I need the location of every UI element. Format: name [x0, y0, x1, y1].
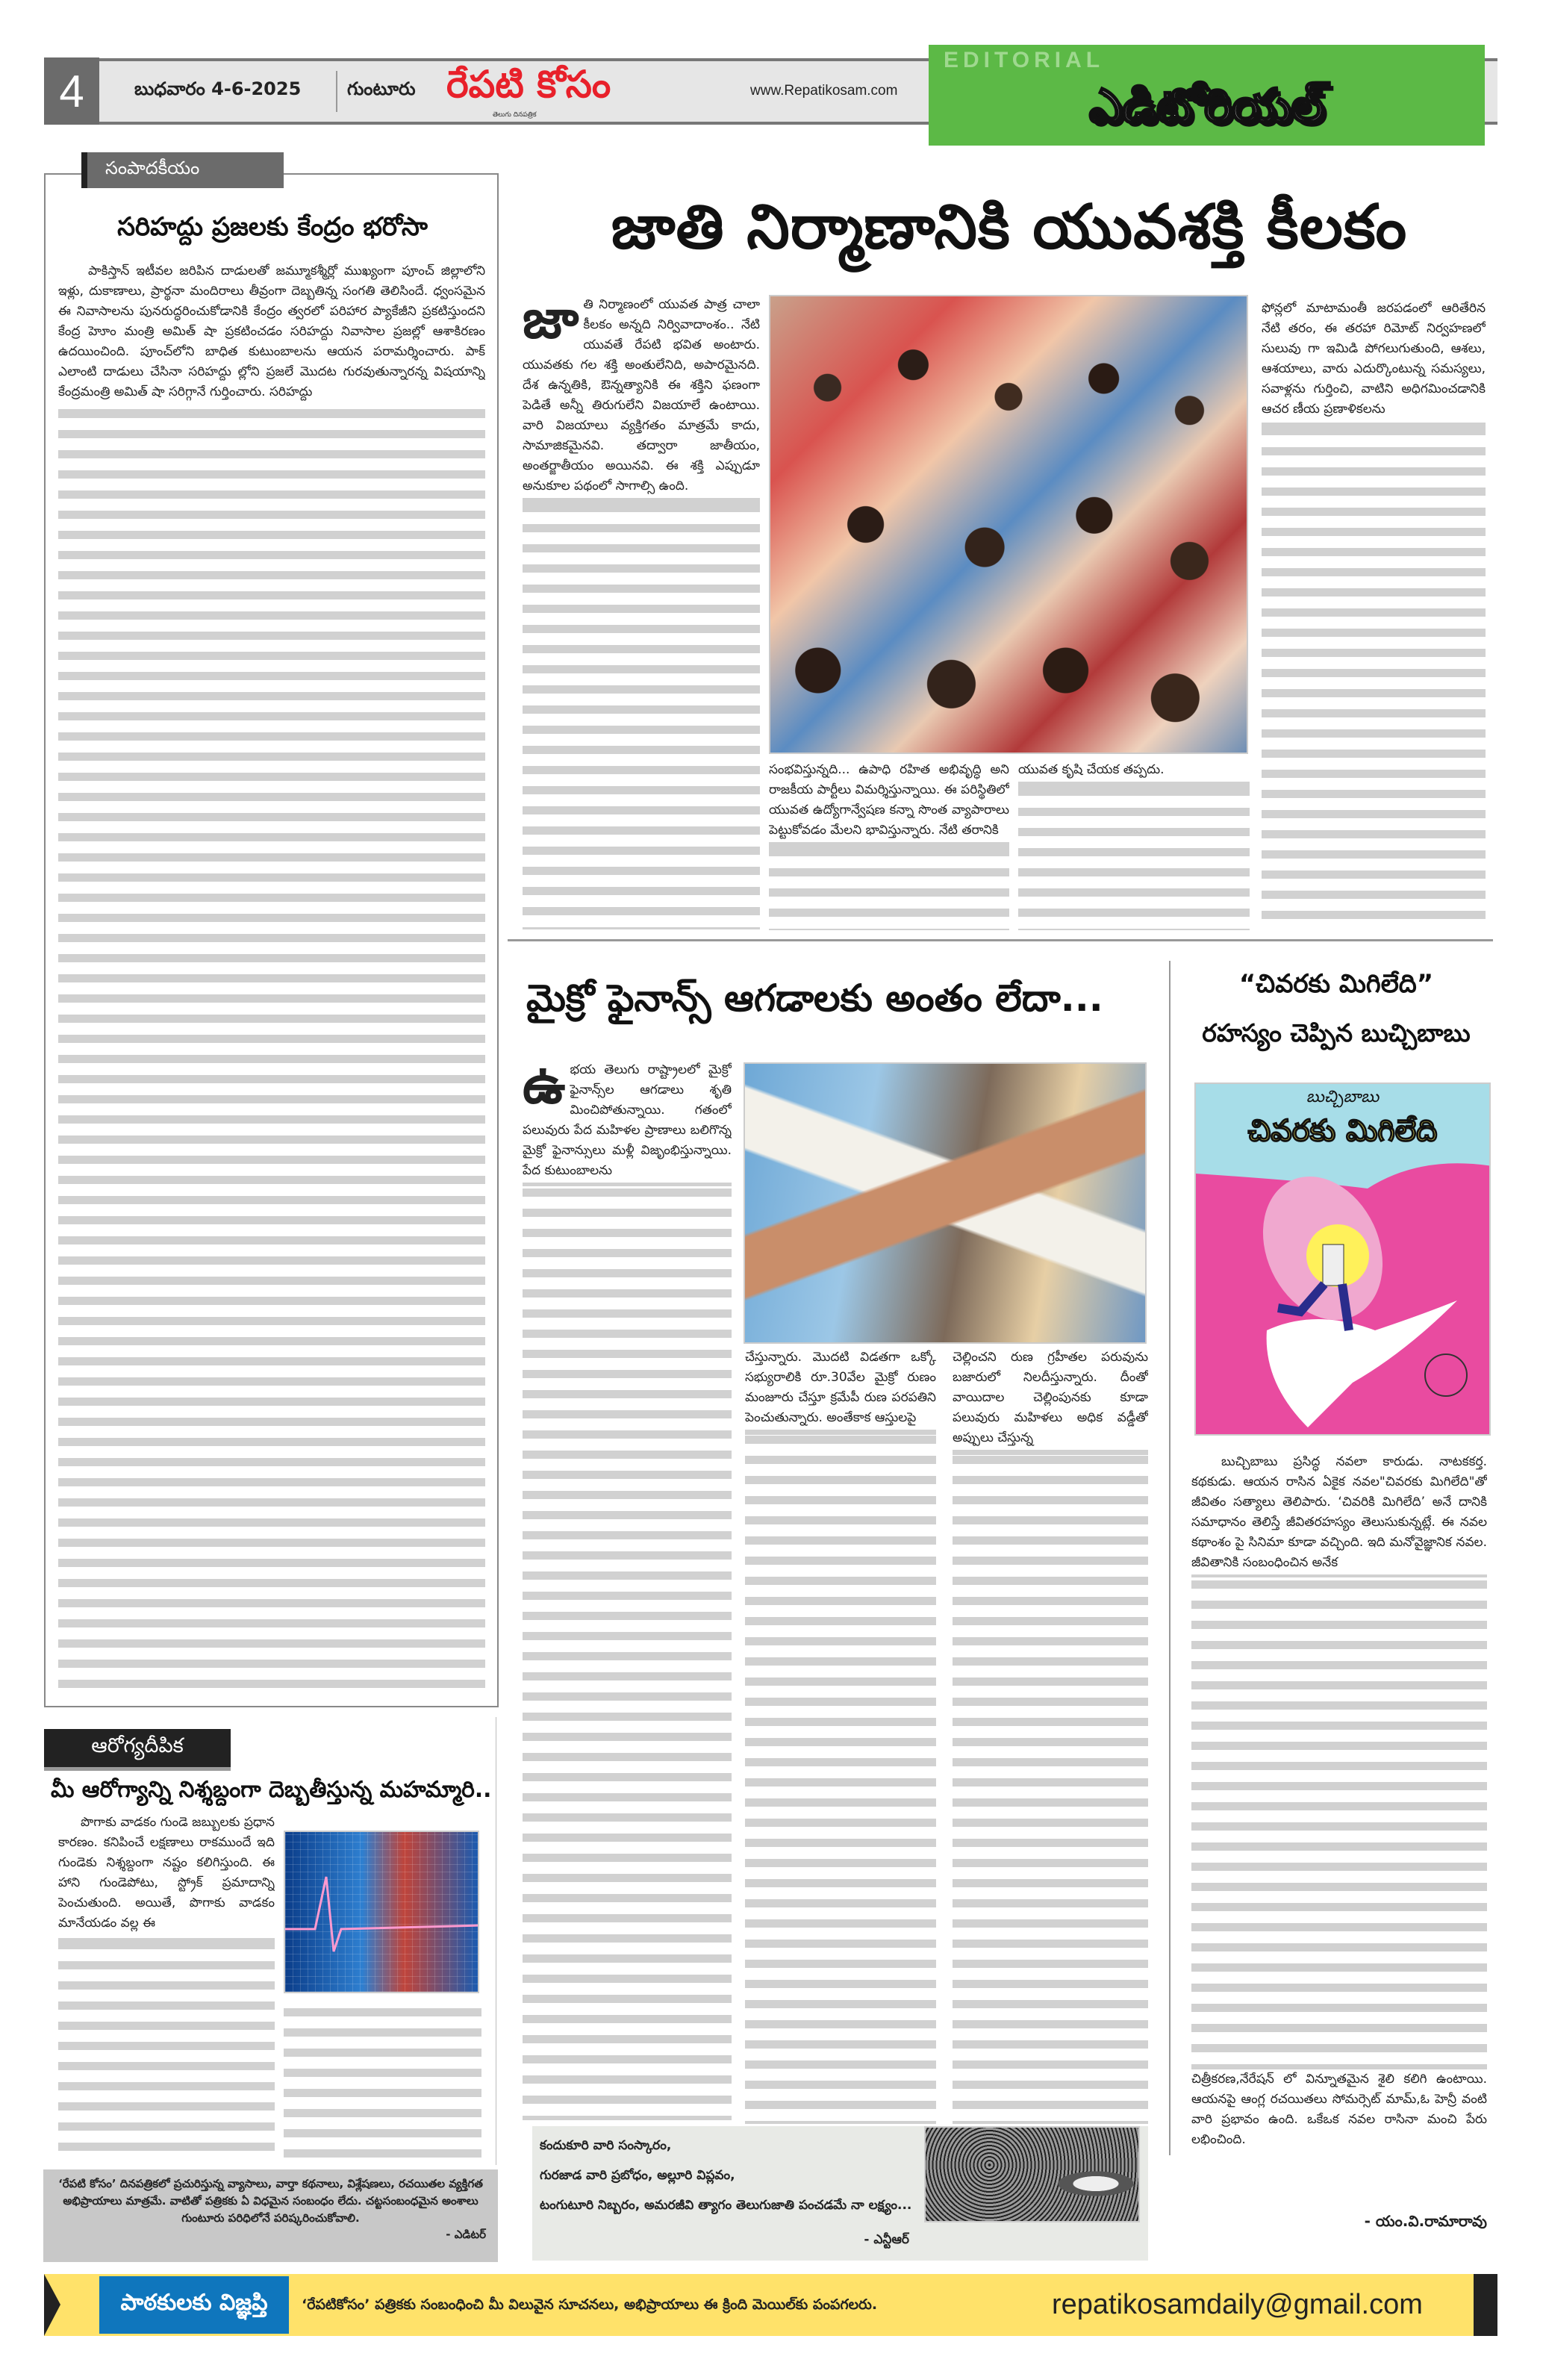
section-banner [929, 45, 1485, 146]
main-article-text: యువత కృషి చేయక తప్పదు. [1018, 762, 1165, 777]
text-continued [523, 498, 760, 929]
quote-signature: - ఎన్టీఆర్ [864, 2232, 909, 2247]
book-cover-title: చివరకు మిగిలేది [1247, 1114, 1438, 1148]
quote-line: కందుకూరి వారి సంస్కారం, [540, 2138, 672, 2153]
main-article-col4 [1262, 299, 1486, 929]
main-headline: జాతి నిర్మాణానికి యువశక్తి కీలకం [611, 192, 1408, 263]
section-divider [508, 939, 1493, 941]
microfinance-col3 [953, 1348, 1148, 2124]
health-text: పొగాకు వాడకం గుండె జబ్బులకు ప్రధాన కారణం. కనిపించే లక్షణాలు రాకముందే ఇది గుండెకు నిశ్శబ్దంగా నష్టం కలిగిస్తుంది. ఈ హాని గుండెపోటు, స్ట్రోక్ ప్రమాదాన్ని పెంచుతుంది. అయితే, పొగాకు వాడకం మానేయడం వల్ల ఈ [58, 1815, 275, 1931]
arrow-icon [44, 2274, 60, 2336]
microfinance-text: చేస్తున్నారు. మొదటి విడతగా ఒక్కో సభ్యురాలికి రూ.30వేల మైక్రో రుణం మంజూరు చేస్తూ క్రమేపీ రుణ పరపతిని పెంచుతున్నారు. అంతేకాక ఆస్తులపై [745, 1350, 936, 1425]
reader-notice-message: ‘రేపటికోసం’ పత్రికకు సంబంధించి మీ విలువైన సూచనలు, అభిప్రాయాలు ఈ క్రింది మెయిల్‌కు పంపగలరు. [302, 2296, 878, 2313]
text-continued [58, 1935, 275, 2160]
disclaimer-signature: - ఎడిటర్ [446, 2228, 486, 2241]
ecg-line-icon [285, 1832, 479, 1993]
section-watermark: EDITORIAL [944, 48, 1105, 72]
main-article-col3 [1018, 760, 1250, 930]
section-title: ఎడిటోరియల్ [1089, 78, 1324, 133]
column-divider [1169, 961, 1171, 2155]
main-article-col1 [523, 295, 760, 929]
text-continued [745, 1430, 936, 2124]
newspaper-logo: రేపటి కోసం [446, 63, 611, 106]
health-col1 [58, 1813, 275, 2160]
text-continued [1262, 421, 1486, 929]
main-article-text: ఫోన్లలో మాటామంతీ జరపడంలో ఆరితేరిన నేటి తరం, ఈ తరహా రిమోట్ నిర్వహణలో సులువు గా ఇమిడి పోగలుగుతుంది, ఆశలు, ఆశయాలు, వారు ఎదుర్కొంటున్న సమస్యలు, సవాళ్లను గుర్తించి, వాటిని అధిగమించడానికి ఆచర ణీయ ప్రణాళికలను [1262, 301, 1486, 417]
dropcap: ఉ [523, 1060, 566, 1115]
issue-date: బుధవారం 4-6-2025 [134, 78, 302, 99]
quote-line: టంగుటూరి నిబ్బరం, అమరజీవి త్యాగం తెలుగుజాతి పంచడమే నా లక్ష్యం... [540, 2198, 912, 2213]
editorial-body [58, 261, 485, 1695]
logo-tagline: తెలుగు దినపత్రిక [493, 111, 537, 119]
microfinance-col2 [745, 1348, 936, 2124]
microfinance-col1 [523, 1060, 732, 2120]
reader-notice-label: పాఠకులకు విజ్ఞప్తి [99, 2276, 289, 2334]
book-author-signature: - యం.వి.రామారావు [1364, 2212, 1487, 2230]
health-col2 [284, 2001, 481, 2158]
divider [336, 71, 337, 112]
book-text-ending: చిత్రీకరణ,నేరేషన్ లో విన్నూతమైన శైలి కలిగి ఉంటాయి. ఆయనపై ఆంగ్ల రచయితలు సోమర్సెట్ మామ్,ఓ హెన్రీ వంటి వారి ప్రభావం ఉంది. ఒకేఒక నవల రాసినా మంచి పేరు లభించింది. [1191, 2072, 1487, 2147]
quote-lines [540, 2131, 917, 2220]
currency-notes-photo [744, 1062, 1147, 1344]
city-name: గుంటూరు [347, 78, 416, 99]
text-continued [1191, 1574, 1487, 2069]
banner-end-block [1474, 2274, 1497, 2336]
microfinance-headline: మైక్రో ఫైనాన్స్ ఆగడాలకు అంతం లేదా... [526, 976, 1103, 1020]
dropcap: జా [523, 295, 579, 350]
book-headline-line2: రహస్యం చెప్పిన బుచ్చిబాబు [1202, 1018, 1471, 1047]
health-heart-photo [284, 1831, 479, 1993]
book-body [1191, 1452, 1487, 2150]
editorial-text-continued [58, 404, 485, 1695]
text-continued [284, 2002, 481, 2158]
ntr-rally-photo [924, 2126, 1140, 2222]
page-number: 4 [44, 57, 99, 125]
main-article-col2 [769, 760, 1009, 930]
health-label: ఆరోగ్యదీపిక [44, 1729, 231, 1771]
main-article-text: తి నిర్మాణంలో యువత పాత్ర చాలా కీలకం అన్నది నిర్వివాదాంశం.. నేటి యువతే రేపటి భవిత అంటారు. యువతకు గల శక్తి అంతులేనిది, అపారమైనది. దేశ ఉన్నతికి, ఔన్నత్యానికి ఈ శక్తిని ఫణంగా పెడితే అన్నీ తిరుగులేని విజయాలే ఉంటాయి. వారి విజయాలు వ్యక్తిగతం మాత్రమే కాదు, సామాజికమైనవి. తద్వారా జాతీయం, అంతర్జాతీయం అయినవి. ఈ శక్తి ఎప్పుడూ అనుకూల పథంలో సాగాల్సి ఉంది. [523, 297, 760, 493]
youth-crowd-photo [769, 295, 1248, 754]
book-cover-author: బుచ్చిబాబు [1306, 1088, 1380, 1106]
text-continued [1018, 782, 1250, 930]
book-cover-image [1194, 1082, 1491, 1436]
editorial-headline: సరిహద్దు ప్రజలకు కేంద్రం భరోసా [117, 212, 428, 242]
quote-box [532, 2126, 1148, 2261]
book-headline-line1: “చివరకు మిగిలేది” [1238, 969, 1434, 999]
text-continued [769, 842, 1009, 930]
text-continued [953, 1450, 1148, 2124]
contact-email-link[interactable]: repatikosamdaily@gmail.com [1052, 2289, 1423, 2320]
reader-notice-banner [44, 2274, 1497, 2336]
editorial-paragraph: పాకిస్తాన్ ఇటీవల జరిపిన దాడులతో జమ్మూకశ్మీర్లో ముఖ్యంగా పూంచ్ జిల్లాలోని ఇళ్లు, దుకాణాలు, ప్రార్థనా మందిరాలు తీవ్రంగా దెబ్బతిన్న సంగతి తెలిసిందే. ధ్వంసమైన ఈ నివాసాలను పునరుద్ధరించుకోడానికి కేంద్రం త్వరలో పరిహార ప్యాకేజీని ప్రకటిస్తుందని కేంద్ర హెూం మంత్రి అమిత్ షా ప్రకటించడం సరిహద్దు నివాసాల ప్రజల్లో ఆశాకిరణం ఉదయించింది. పూంచ్‌లోని బాధిత కుటుంబాలను ఆయన పరామర్శించారు. పాక్ ఎలాంటి దాడులు చేసినా సరిహద్దు ల్లోని ప్రజలే మొదట గురవుతున్నారన్న విషయాన్ని కేంద్రమంత్రి అమిత్ షా సరిగ్గానే గుర్తించారు. సరిహద్దు [58, 264, 485, 399]
health-headline: మీ ఆరోగ్యాన్ని నిశ్శబ్దంగా దెబ్బతీస్తున్న మహమ్మారి.. [51, 1777, 492, 1803]
microfinance-text: చెల్లించని రుణ గ్రహీతల పరువును బజారులో నిలదీస్తున్నారు. దీంతో వాయిదాల చెల్లింపునకు కూడా పలువురు మహిళలు అధిక వడ్డీతో అప్పులు చేస్తున్న [953, 1350, 1148, 1445]
main-article-text: సంభవిస్తున్నది... ఉపాధి రహిత అభివృద్ధి అని రాజకీయ పార్టీలు విమర్శిస్తున్నాయి. ఈ పరిస్థితిలో యువత ఉద్యోగాన్వేషణ కన్నా సొంత వ్యాపారాలు పెట్టుకోవడం మేలని భావిస్తున్నారు. నేటి తరానికి [769, 762, 1009, 838]
editorial-label: సంపాదకీయం [81, 152, 284, 188]
microfinance-text: భయ తెలుగు రాష్ట్రాలలో మైక్రో ఫైనాన్స్‌ల ఆగడాలు శృతి మించిపోతున్నాయి. గతంలో పలువురు పేద మహిళల ప్రాణాలు బలిగొన్న మైక్రో ఫైనాన్సులు మళ్లీ విజృంభిస్తున్నాయి. పేద కుటుంబాలను [523, 1062, 732, 1178]
quote-line: గురజాడ వారి ప్రబోధం, అల్లూరి విప్లవం, [540, 2168, 735, 2183]
website-link[interactable]: www.Repatikosam.com [750, 83, 898, 99]
disclaimer-box [43, 2169, 498, 2262]
text-continued [523, 1183, 732, 2120]
disclaimer-text: ‘రేపటి కోసం’ దినపత్రికలో ప్రచురిస్తున్న వ్యాసాలు, వార్తా కథనాలు, విశ్లేషణలు, రచయితల వ్యక్తిగత అభిప్రాయాలు మాత్రమే. వాటితో పత్రికకు ఏ విధమైన సంబంధం లేదు. చట్టసంబంధమైన అంశాలు గుంటూరు పరిధిలోనే పరిష్కరించుకోవాలి. [58, 2177, 483, 2225]
book-text: బుచ్చిబాబు ప్రసిద్ధ నవలా కారుడు. నాటకకర్త. కథకుడు. ఆయన రాసిన ఏకైక నవల"చివరకు మిగిలేది"తో జీవితం సత్యాలు తెలిపారు. ‘చివరికి మిగిలేది’ అనే దానికి సమాధానం తెలిస్తే జీవితరహస్యం తెలుసుకున్నట్లే. ఈ నవల కథాంశం పై సినిమా కూడా వచ్చింది. ఇది మనోవైజ్ఞానిక నవల. జీవితానికి సంబంధించిన అనేక [1191, 1454, 1487, 1570]
